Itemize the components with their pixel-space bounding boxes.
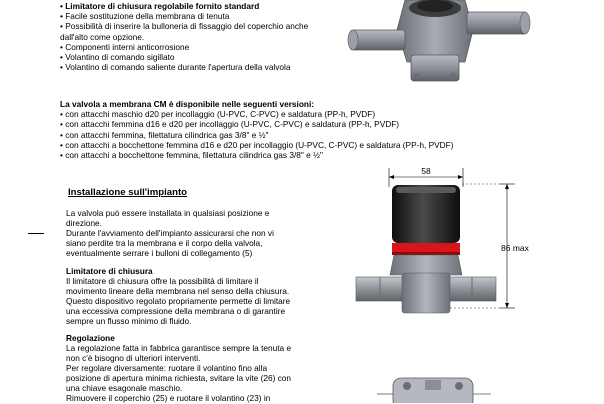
feature-list <box>60 1 308 72</box>
version-item: • con attacchi a bocchettone femmina, filettatura cilindrica gas 3/8" e ½" <box>60 150 323 161</box>
regulation-title: Regolazione <box>66 333 115 343</box>
regulation-line: una chiave esagonale maschio. <box>66 383 183 394</box>
regulation-line: posizione di apertura minima richiesta, svitare la vite (26) con <box>66 373 292 384</box>
limiter-line: movimento lineare della membrana nel senso della chiusura. <box>66 286 290 297</box>
feature-item: • Volantino di comando saliente durante l'apertura della valvola <box>60 62 291 73</box>
regulation-text <box>66 343 291 404</box>
regulation-line: La regolazione fatta in fabbrica garantisce sempre la tenuta e <box>66 343 292 353</box>
regulation-line: Rimuovere il coperchio (25) e ruotare il volantino (23) in <box>66 393 271 404</box>
feature-item: • Facile sostituzione della membrana di tenuta <box>60 11 230 22</box>
intro-line: siano perdite tra la membrana e il corpo della valvola, <box>66 238 263 249</box>
intro-line: Durante l'avviamento dell'impianto assicurarsi che non vi <box>66 228 274 239</box>
feature-item: • Possibilità di inserire la bulloneria di fissaggio del coperchio anche <box>60 21 309 32</box>
version-item: • con attacchi maschio d20 per incollaggio (U-PVC, C-PVC) e saldatura (PP-h, PVDF) <box>60 109 376 120</box>
versions-block <box>60 99 454 160</box>
limiter-text <box>66 276 290 326</box>
version-item: • con attacchi a bocchettone femmina d16 e d20 per incollaggio (U-PVC, C-PVC) e saldatura (PP-h, PVDF) <box>60 139 454 150</box>
feature-item: • Volantino di comando sigillato <box>60 52 175 63</box>
width-dimension-label: 58 <box>421 166 431 176</box>
limiter-line: Questo dispositivo regolato propriamente permette di limitare <box>66 296 291 307</box>
valve-dimension-drawing <box>350 163 550 323</box>
installation-intro <box>66 208 274 258</box>
limiter-line: Il limitatore di chiusura offre la possibilità di limitare il <box>66 276 259 286</box>
regulation-line: Per regolare diversamente: ruotare il volantino fino alla <box>66 363 268 374</box>
version-item: • con attacchi femmina d16 e d20 per incollaggio (U-PVC, C-PVC) e saldatura (PP-h, PVDF) <box>60 119 400 130</box>
feature-item: • Componenti interni anticorrosione <box>60 41 190 52</box>
limiter-line: sempre un flusso minimo di fluido. <box>66 316 192 327</box>
intro-line: direzione. <box>66 218 102 229</box>
intro-line: La valvola può essere installata in qualsiasi posizione e <box>66 208 270 218</box>
intro-line: eventualmente serrare i bulloni di collegamento (5) <box>66 248 253 259</box>
valve-top-view-drawing <box>375 372 495 403</box>
installation-title: Installazione sull'impianto <box>68 187 188 198</box>
feature-item: dall'alto come opzione. <box>60 31 145 42</box>
feature-item: • Limitatore di chiusura regolabile fornito standard <box>60 1 260 11</box>
regulation-line: non c'è bisogno di ulteriori interventi. <box>66 353 201 364</box>
limiter-title: Limitatore di chiusura <box>66 266 153 276</box>
margin-dash <box>28 233 44 234</box>
limiter-line: una eccessiva compressione della membrana o di garantire <box>66 306 286 317</box>
height-dimension-label: 86 max <box>501 243 529 253</box>
valve-photo <box>345 0 535 90</box>
version-item: • con attacchi femmina, filettatura cilindrica gas 3/8" e ½" <box>60 129 269 140</box>
versions-heading: La valvola a membrana CM è disponibile nelle seguenti versioni: <box>60 99 315 109</box>
